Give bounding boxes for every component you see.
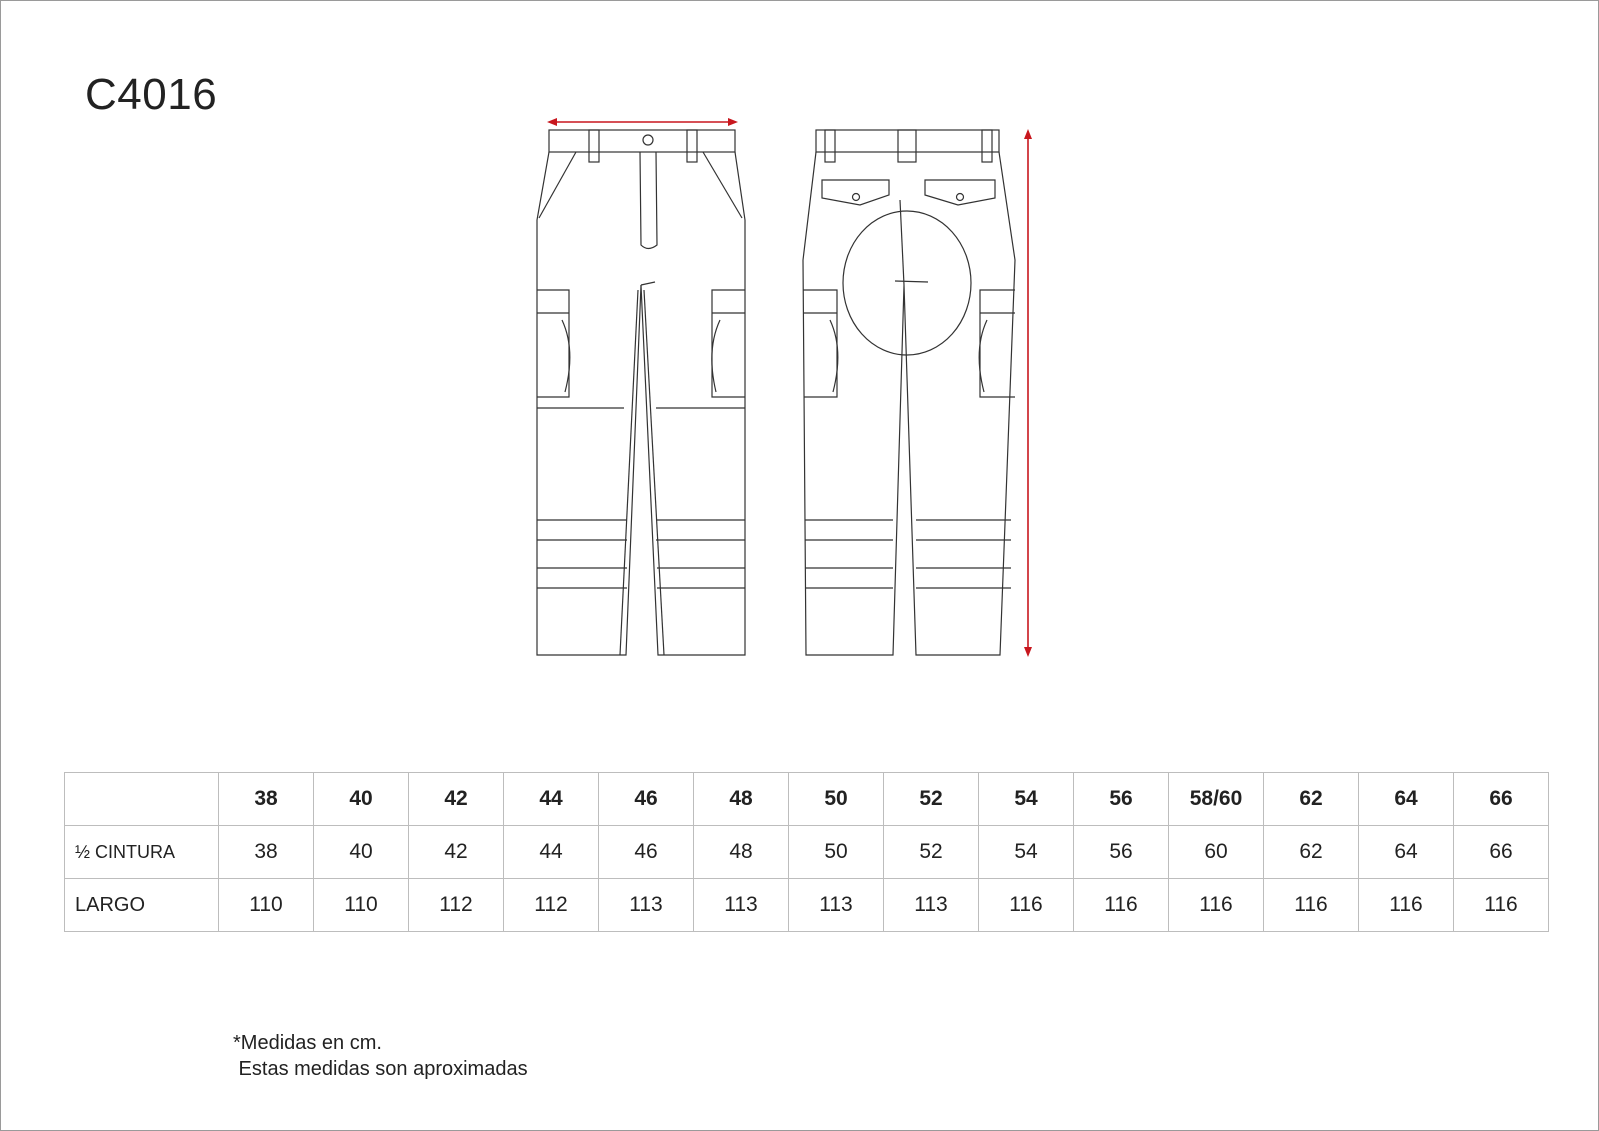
- back-pocket-left: [822, 180, 889, 205]
- back-cargo-pocket-left: [803, 290, 837, 397]
- table-cell: 50: [789, 826, 884, 879]
- table-cell: 48: [694, 826, 789, 879]
- back-waistband: [816, 130, 999, 152]
- front-waistband: [549, 130, 735, 152]
- table-cell: 116: [1359, 879, 1454, 932]
- table-cell: 46: [599, 826, 694, 879]
- back-cargo-pocket-right: [980, 290, 1015, 397]
- table-cell: 113: [789, 879, 884, 932]
- table-cell: 62: [1264, 826, 1359, 879]
- note-approximate: Estas medidas son aproximadas: [233, 1058, 528, 1080]
- back-leg-outline: [803, 152, 1015, 655]
- back-reflective-bands-right: [916, 520, 1011, 588]
- front-belt-loop-left: [589, 130, 599, 162]
- back-pocket-right: [925, 180, 995, 205]
- table-cell: 116: [979, 879, 1074, 932]
- front-belt-loop-right: [687, 130, 697, 162]
- table-cell: 116: [1169, 879, 1264, 932]
- row-label: ½ CINTURA: [65, 826, 219, 879]
- table-cell: 40: [314, 826, 409, 879]
- table-cell: 112: [409, 879, 504, 932]
- front-cargo-pocket-left: [537, 290, 569, 397]
- size-header-cell: 56: [1074, 773, 1169, 826]
- half-waist-row: [65, 826, 1549, 879]
- table-cell: 54: [979, 826, 1074, 879]
- size-header-cell: 50: [789, 773, 884, 826]
- length-row: [65, 879, 1549, 932]
- size-header-cell: 58/60: [1169, 773, 1264, 826]
- back-seat-patch: [843, 211, 971, 355]
- model-code-title: C4016: [85, 70, 218, 119]
- row-label: LARGO: [65, 879, 219, 932]
- front-pocket-left: [539, 152, 576, 218]
- table-cell: 116: [1264, 879, 1359, 932]
- trousers-back-view: [803, 130, 1015, 655]
- front-button: [643, 135, 653, 145]
- table-cell: 56: [1074, 826, 1169, 879]
- size-header-cell: 64: [1359, 773, 1454, 826]
- table-cell: 113: [599, 879, 694, 932]
- back-reflective-bands-left: [805, 520, 893, 588]
- table-cell: 110: [314, 879, 409, 932]
- trousers-front-view: [537, 130, 745, 655]
- table-cell: 42: [409, 826, 504, 879]
- size-header-cell: 62: [1264, 773, 1359, 826]
- size-chart-table: [64, 772, 1549, 932]
- table-cell: 110: [219, 879, 314, 932]
- size-header-cell: 42: [409, 773, 504, 826]
- size-header-cell: 44: [504, 773, 599, 826]
- table-cell: 116: [1074, 879, 1169, 932]
- measurement-notes: [233, 1030, 528, 1082]
- size-header-cell: 48: [694, 773, 789, 826]
- size-header-row: [65, 773, 1549, 826]
- front-reflective-bands-right: [656, 520, 745, 588]
- size-header-corner: [65, 773, 219, 826]
- table-cell: 113: [694, 879, 789, 932]
- note-units: *Medidas en cm.: [233, 1032, 382, 1054]
- table-cell: 64: [1359, 826, 1454, 879]
- size-header-cell: 66: [1454, 773, 1549, 826]
- front-reflective-bands-left: [537, 520, 627, 588]
- front-cargo-pocket-right: [712, 290, 745, 397]
- size-header-cell: 54: [979, 773, 1074, 826]
- front-left-leg-outline: [537, 152, 641, 655]
- table-cell: 116: [1454, 879, 1549, 932]
- table-cell: 44: [504, 826, 599, 879]
- size-header-cell: 38: [219, 773, 314, 826]
- table-cell: 52: [884, 826, 979, 879]
- table-cell: 38: [219, 826, 314, 879]
- table-cell: 60: [1169, 826, 1264, 879]
- size-header-cell: 52: [884, 773, 979, 826]
- table-cell: 113: [884, 879, 979, 932]
- table-cell: 112: [504, 879, 599, 932]
- size-header-cell: 40: [314, 773, 409, 826]
- table-cell: 66: [1454, 826, 1549, 879]
- front-fly: [640, 152, 657, 249]
- size-header-cell: 46: [599, 773, 694, 826]
